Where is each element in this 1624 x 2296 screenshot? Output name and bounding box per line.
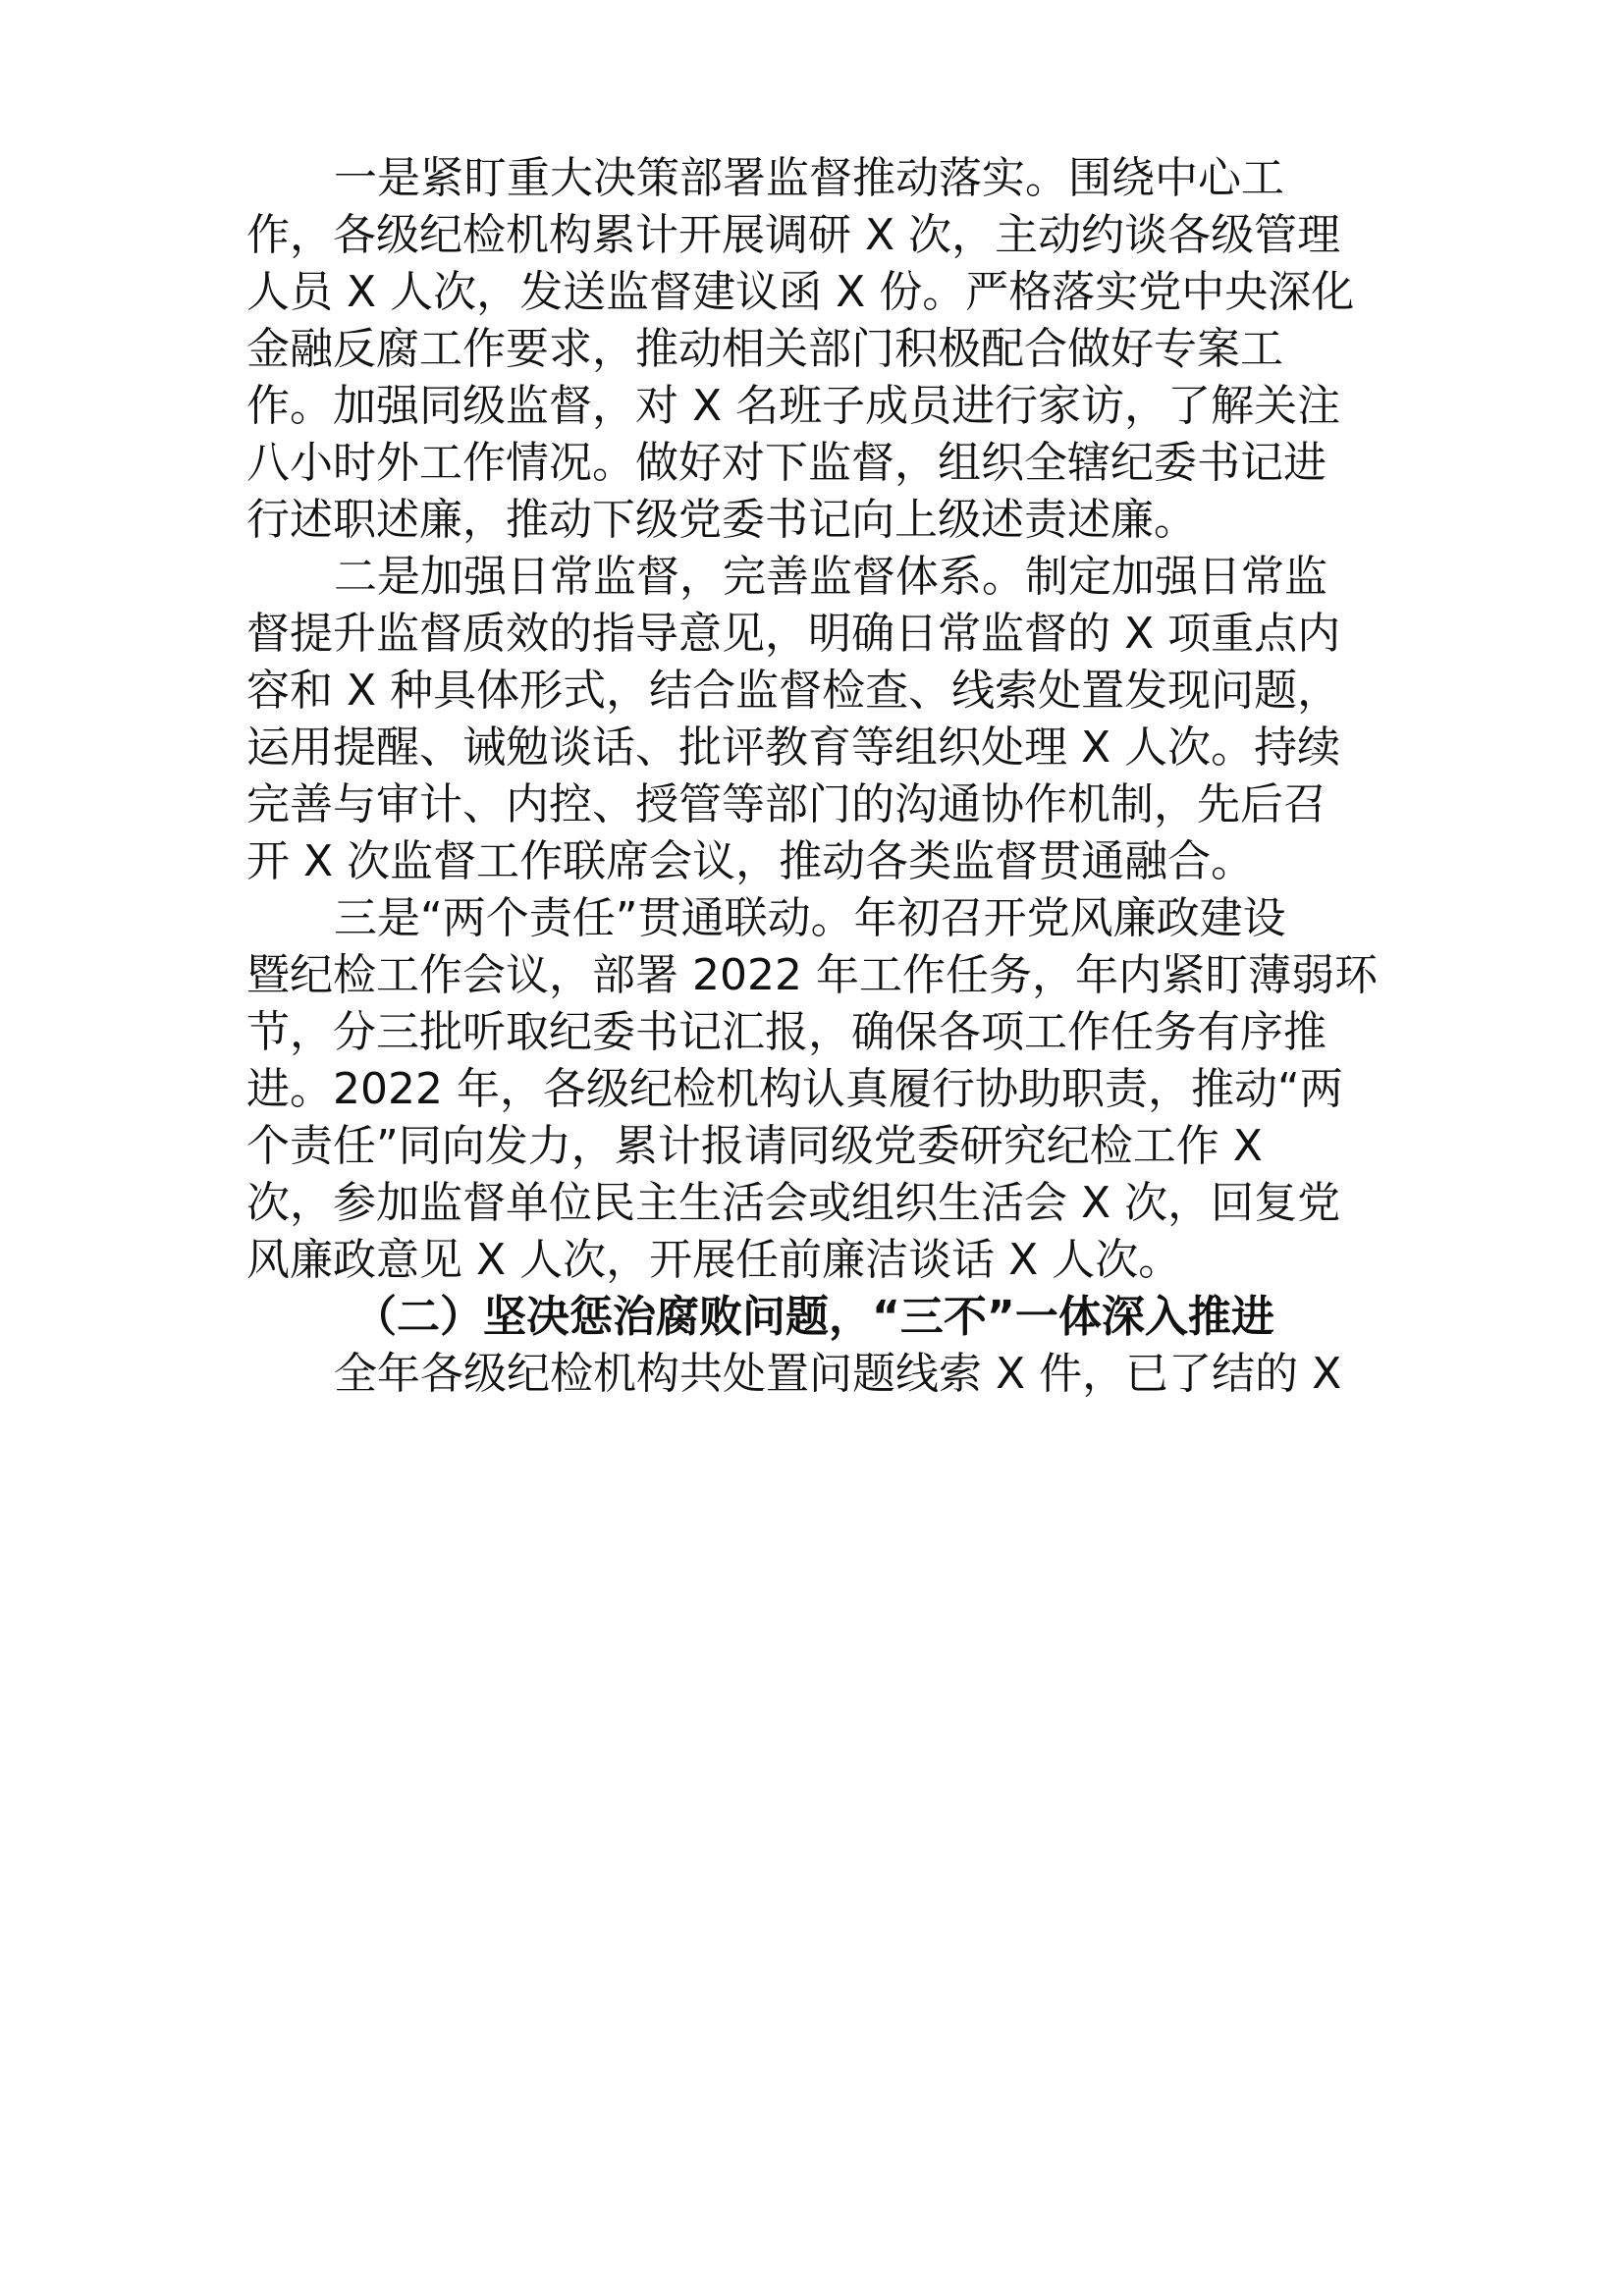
paragraph-3-line-4: 进。2022 年，各级纪检机构认真履行协助职责，推动“两 [246,1064,1343,1114]
paragraph-2-line-6: 开 X 次监督工作联席会议，推动各类监督贯通融合。 [246,836,1255,886]
paragraph-1-line-4: 金融反腐工作要求，推动相关部门积极配合做好专案工 [246,324,1283,374]
paragraph-3-line-2: 暨纪检工作会议，部署 2022 年工作任务，年内紧盯薄弱环 [246,950,1378,1000]
paragraph-3-line-6: 次，参加监督单位民主生活会或组织生活会 X 次，回复党 [246,1178,1341,1228]
paragraph-4-line-1: 全年各级纪检机构共处置问题线索 X 件，已了结的 X [334,1349,1342,1399]
paragraph-1-line-5: 作。加强同级监督，对 X 名班子成员进行家访，了解关注 [246,381,1341,431]
paragraph-2-line-4: 运用提醒、诫勉谈话、批评教育等组织处理 X 人次。持续 [246,722,1341,773]
paragraph-2-line-5: 完善与审计、内控、授管等部门的沟通协作机制，先后召 [246,779,1326,829]
paragraph-3-line-7: 风廉政意见 X 人次，开展任前廉洁谈话 X 人次。 [246,1235,1182,1285]
section-heading: （二）坚决惩治腐败问题，“三不”一体深入推进 [353,1292,1274,1342]
paragraph-1-line-3: 人员 X 人次，发送监督建议函 X 份。严格落实党中央深化 [246,267,1355,317]
paragraph-1-line-2: 作，各级纪检机构累计开展调研 X 次，主动约谈各级管理 [246,210,1341,260]
paragraph-3-line-5: 个责任”同向发力，累计报请同级党委研究纪检工作 X [246,1121,1263,1171]
paragraph-1-line-7: 行述职述廉，推动下级党委书记向上级述责述廉。 [246,495,1197,545]
paragraph-3-line-1: 三是“两个责任”贯通联动。年初召开党风廉政建设 [334,893,1286,943]
paragraph-3-line-3: 节，分三批听取纪委书记汇报，确保各项工作任务有序推 [246,1007,1326,1057]
paragraph-2-line-1: 二是加强日常监督，完善监督体系。制定加强日常监 [334,552,1327,602]
paragraph-2-line-2: 督提升监督质效的指导意见，明确日常监督的 X 项重点内 [246,609,1341,659]
paragraph-1-line-1: 一是紧盯重大决策部署监督推动落实。围绕中心工 [334,153,1284,203]
paragraph-1-line-6: 八小时外工作情况。做好对下监督，组织全辖纪委书记进 [246,438,1326,488]
paragraph-2-line-3: 容和 X 种具体形式，结合监督检查、线索处置发现问题， [246,666,1341,716]
